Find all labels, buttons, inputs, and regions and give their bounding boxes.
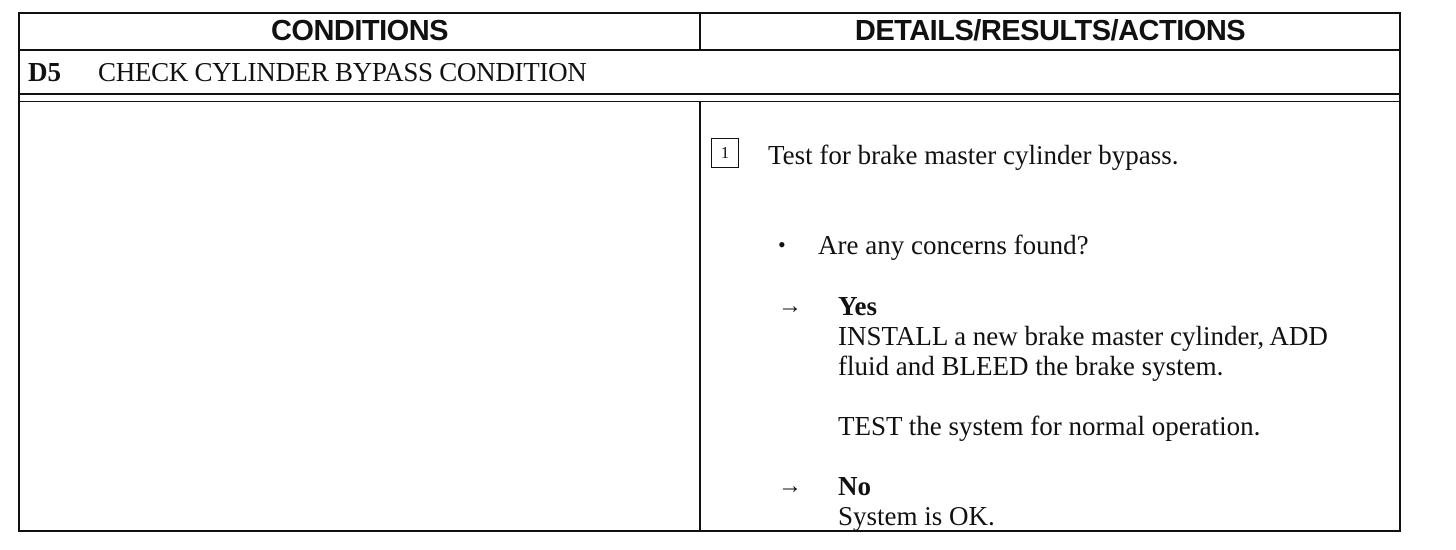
yes-label: Yes <box>838 291 877 321</box>
action-instruction: Test for brake master cylinder bypass. <box>768 140 1179 170</box>
no-arrow-icon: → <box>778 473 802 499</box>
yes-action-line-2: fluid and BLEED the brake system. <box>838 351 1224 381</box>
section-divider <box>20 101 1399 102</box>
no-action-line-1: System is OK. <box>838 501 995 531</box>
column-divider <box>699 101 701 530</box>
yes-arrow-icon: → <box>778 293 802 319</box>
bullet-icon: • <box>778 232 786 257</box>
question-text: Are any concerns found? <box>818 230 1089 260</box>
yes-action-line-3: TEST the system for normal operation. <box>838 411 1261 441</box>
yes-action-line-1: INSTALL a new brake master cylinder, ADD <box>838 321 1328 351</box>
details-header: DETAILS/RESULTS/ACTIONS <box>701 14 1399 51</box>
step-title: CHECK CYLINDER BYPASS CONDITION <box>98 56 587 87</box>
conditions-header: CONDITIONS <box>20 14 701 51</box>
action-number-box: 1 <box>711 138 739 168</box>
no-label: No <box>838 471 871 501</box>
step-row <box>20 51 1399 95</box>
step-id: D5 <box>28 56 61 87</box>
diagnostic-table <box>18 12 1401 532</box>
